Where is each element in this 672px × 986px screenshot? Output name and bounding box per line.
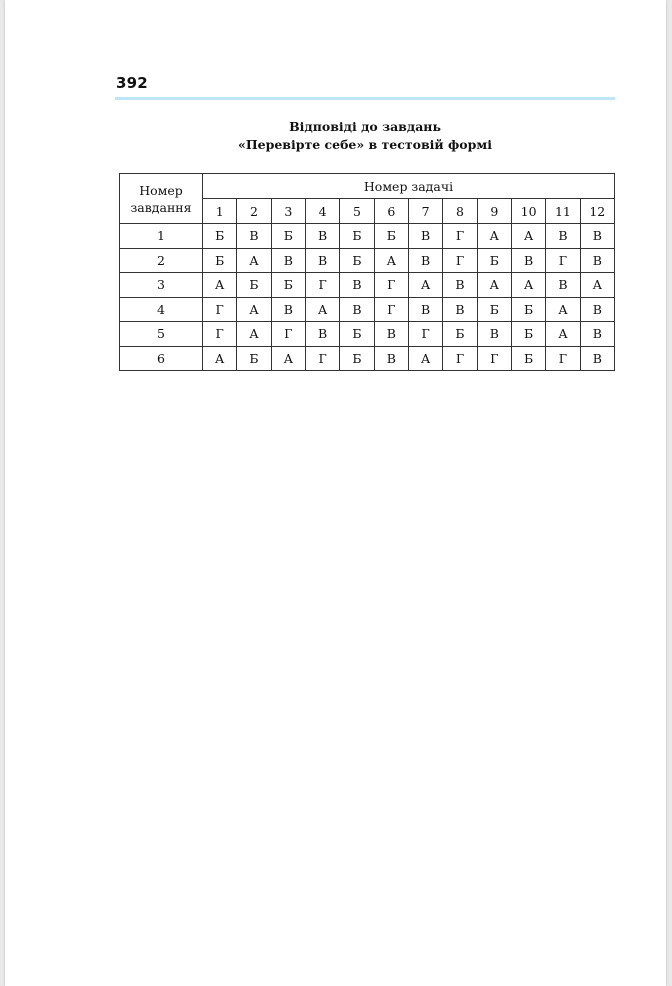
answer-cell: Б xyxy=(203,224,237,249)
answer-cell: В xyxy=(374,346,408,371)
answer-cell: Г xyxy=(443,346,477,371)
task-number-cell: 5 xyxy=(120,322,203,347)
table-header-row xyxy=(120,174,615,199)
answer-cell: В xyxy=(305,248,339,273)
answer-cell: Б xyxy=(477,248,511,273)
answer-cell: В xyxy=(237,224,271,249)
answer-cell: В xyxy=(477,322,511,347)
answer-cell: Б xyxy=(511,322,545,347)
answers-body xyxy=(120,224,615,371)
answer-cell: Б xyxy=(443,322,477,347)
answer-cell: В xyxy=(408,297,442,322)
answer-cell: В xyxy=(305,224,339,249)
answer-cell: Б xyxy=(271,273,305,298)
table-row xyxy=(120,248,615,273)
answer-cell: Г xyxy=(408,322,442,347)
table-row xyxy=(120,346,615,371)
problem-number-cell: 12 xyxy=(580,199,614,224)
task-number-cell: 3 xyxy=(120,273,203,298)
answer-cell: Б xyxy=(511,346,545,371)
task-number-header xyxy=(120,174,203,224)
problem-number-cell: 9 xyxy=(477,199,511,224)
answer-cell: В xyxy=(443,297,477,322)
answer-cell: А xyxy=(237,248,271,273)
answer-cell: Б xyxy=(374,224,408,249)
answer-cell: Г xyxy=(374,297,408,322)
answer-cell: А xyxy=(237,322,271,347)
answer-cell: Г xyxy=(546,346,580,371)
table-row xyxy=(120,273,615,298)
problem-number-header: Номер задачі xyxy=(203,174,615,199)
book-page xyxy=(5,0,666,986)
answer-cell: Г xyxy=(477,346,511,371)
answer-cell: Б xyxy=(340,322,374,347)
answer-cell: Б xyxy=(477,297,511,322)
answer-cell: А xyxy=(374,248,408,273)
answer-cell: В xyxy=(546,224,580,249)
answer-cell: В xyxy=(580,248,614,273)
problem-number-cell: 1 xyxy=(203,199,237,224)
answer-cell: А xyxy=(305,297,339,322)
answer-cell: В xyxy=(546,273,580,298)
problem-number-cell: 10 xyxy=(511,199,545,224)
answer-cell: Б xyxy=(237,346,271,371)
problem-number-cell: 6 xyxy=(374,199,408,224)
answer-cell: А xyxy=(546,297,580,322)
problem-number-cell: 8 xyxy=(443,199,477,224)
problem-number-cell: 7 xyxy=(408,199,442,224)
title-line-1: Відповіді до завдань xyxy=(289,119,441,134)
title-line-2: «Перевірте себе» в тестовій формі xyxy=(238,137,492,152)
answer-cell: Г xyxy=(305,273,339,298)
task-number-cell: 4 xyxy=(120,297,203,322)
answer-cell: А xyxy=(511,224,545,249)
answer-cell: В xyxy=(580,297,614,322)
answer-cell: В xyxy=(511,248,545,273)
answer-cell: Г xyxy=(374,273,408,298)
answer-cell: В xyxy=(340,273,374,298)
answers-table xyxy=(119,173,615,371)
page-title xyxy=(115,118,615,154)
answer-cell: Б xyxy=(340,224,374,249)
answer-cell: В xyxy=(340,297,374,322)
answer-cell: Г xyxy=(203,322,237,347)
answer-cell: Г xyxy=(305,346,339,371)
problem-number-cell: 5 xyxy=(340,199,374,224)
answer-cell: В xyxy=(443,273,477,298)
answer-cell: Г xyxy=(443,224,477,249)
table-row xyxy=(120,297,615,322)
answer-cell: В xyxy=(580,346,614,371)
answer-cell: А xyxy=(271,346,305,371)
answer-cell: Б xyxy=(340,346,374,371)
answer-cell: Б xyxy=(203,248,237,273)
task-header-line-2: завдання xyxy=(130,199,192,215)
answer-cell: В xyxy=(374,322,408,347)
task-number-cell: 6 xyxy=(120,346,203,371)
table-row xyxy=(120,322,615,347)
problem-number-cell: 2 xyxy=(237,199,271,224)
answer-cell: А xyxy=(203,273,237,298)
answer-cell: Б xyxy=(511,297,545,322)
answer-cell: В xyxy=(580,322,614,347)
answer-cell: А xyxy=(237,297,271,322)
header-rule xyxy=(115,97,615,100)
answer-cell: А xyxy=(408,273,442,298)
answer-cell: В xyxy=(271,297,305,322)
answer-cell: В xyxy=(408,248,442,273)
answer-cell: Г xyxy=(443,248,477,273)
answer-cell: В xyxy=(271,248,305,273)
answer-cell: В xyxy=(305,322,339,347)
answer-cell: А xyxy=(408,346,442,371)
answer-cell: А xyxy=(477,273,511,298)
answer-cell: А xyxy=(203,346,237,371)
task-number-cell: 2 xyxy=(120,248,203,273)
problem-number-cell: 11 xyxy=(546,199,580,224)
problem-number-cell: 4 xyxy=(305,199,339,224)
answer-cell: А xyxy=(511,273,545,298)
task-header-line-1: Номер xyxy=(139,182,183,198)
answer-cell: Б xyxy=(237,273,271,298)
answer-cell: А xyxy=(580,273,614,298)
answer-cell: А xyxy=(477,224,511,249)
answer-cell: Б xyxy=(340,248,374,273)
answer-cell: Г xyxy=(203,297,237,322)
table-row xyxy=(120,224,615,249)
answer-cell: А xyxy=(546,322,580,347)
answer-cell: Г xyxy=(546,248,580,273)
problem-number-cell: 3 xyxy=(271,199,305,224)
answer-cell: В xyxy=(580,224,614,249)
answer-cell: Б xyxy=(271,224,305,249)
page-number: 392 xyxy=(116,74,148,92)
answer-cell: Г xyxy=(271,322,305,347)
task-number-cell: 1 xyxy=(120,224,203,249)
answer-cell: В xyxy=(408,224,442,249)
